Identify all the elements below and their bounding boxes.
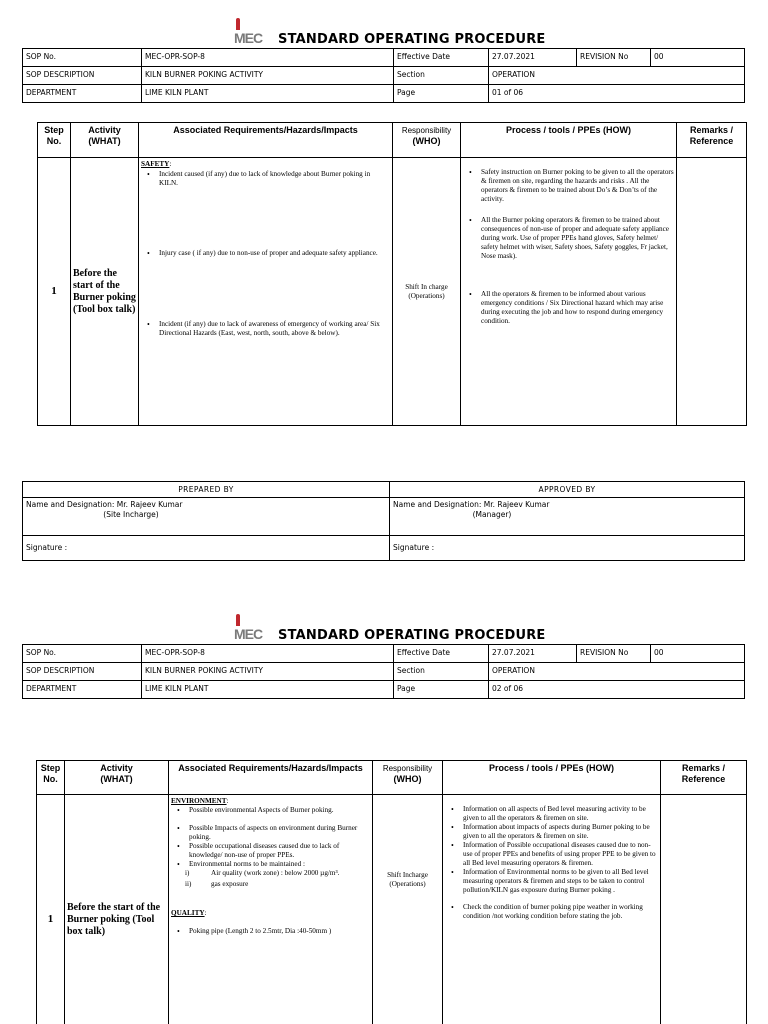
sop-no-value: MEC-OPR-SOP-8 [142,645,394,663]
section-value: OPERATION [489,67,745,85]
process-item: • Safety instruction on Burner poking to be given to all the operators & firemen on site, regarding the hazards and risks . All the operators & firemen to be trained about Do’s & Don’ts of the activity. [463,168,674,204]
doc-header [0,18,768,48]
company-logo [234,18,274,48]
norm-number: ii) [185,880,192,888]
step-number: 1 [37,795,65,1024]
section-heading-safety: SAFETY [141,160,170,168]
prepared-by-name [23,498,390,536]
page-value: 01 of 06 [489,85,745,103]
approved-by-heading: APPROVED BY [390,482,745,498]
sop-description-label: SOP DESCRIPTION [23,663,142,681]
env-item: • Possible Impacts of aspects on environment during Burner poking. [171,824,370,842]
revision-value: 00 [651,49,745,67]
col-activity [65,761,169,795]
prepared-name-text: Name and Designation: Mr. Rajeev Kumar [26,500,183,509]
col-activity-sub: (WHAT) [88,136,121,146]
step-number: 1 [38,158,71,426]
env-item: • Possible environmental Aspects of Burner poking. [171,806,370,815]
flame-icon [236,614,240,626]
hazard-item: • Incident (if any) due to lack of awareness of emergency of working area/ Six Directional Hazards (East, west, north, south, above & below). [141,320,390,338]
table-row [38,158,747,426]
process-item: • All the Burner poking operators & firemen to be trained about consequences of non-use of proper and adequate safety appliance during work. Use of proper PPEs hand gloves, Safety helmet/ safety helmet with wiser, Safety shoes, Safety goggles, Fr jacket, Nose mask). [463,216,674,261]
department-value: LIME KILN PLANT [142,681,394,699]
approved-name-text: Name and Designation: Mr. Rajeev Kumar [393,500,550,509]
responsibility-text: Shift Incharge (Operations) [373,795,443,1024]
sop-steps-table [37,122,747,426]
col-requirements: Associated Requirements/Hazards/Impacts [169,761,373,795]
sop-steps-table [36,760,747,1024]
flame-icon [236,18,240,30]
hazard-item: • Incident caused (if any) due to lack of knowledge about Burner poking in KILN. [141,170,390,188]
table-row [37,795,747,1024]
col-step: Step No. [37,761,65,795]
remarks-cell [661,795,747,1024]
department-label: DEPARTMENT [23,85,142,103]
signoff-table [22,481,745,561]
revision-label: REVISION No [577,645,651,663]
prepared-signature: Signature : [23,536,390,561]
col-requirements: Associated Requirements/Hazards/Impacts [139,123,393,158]
norm-text: gas exposure [211,880,249,888]
process-item: • Check the condition of burner poking pipe weather in working condition /not working condition before stating the job. [445,903,658,921]
section-label: Section [394,663,489,681]
sop-no-value: MEC-OPR-SOP-8 [142,49,394,67]
revision-value: 00 [651,645,745,663]
process-cell [443,795,661,1024]
logo-text: MEC [234,626,263,642]
sop-description-value: KILN BURNER POKING ACTIVITY [142,663,394,681]
norm-text: Air quality (work zone) : below 2000 µg/m³. [211,869,340,877]
sop-meta-table [22,48,745,103]
company-logo [234,614,274,644]
responsibility-text: Shift In charge (Operations) [393,158,461,426]
col-activity-title: Activity [88,125,121,135]
approved-designation: (Manager) [472,510,512,519]
effective-date-label: Effective Date [394,645,489,663]
doc-title: STANDARD OPERATING PROCEDURE [278,628,546,643]
col-process: Process / tools / PPEs (HOW) [443,761,661,795]
requirements-cell: SAFETY: • Incident caused (if any) due to lack of knowledge about Burner poking in KILN. • Injury case ( if any) due to non-use of proper and adequate safety appliance. • Incident (if any) due to lack of awareness of emergency of working area/ Six Directional Hazards (East, west, north, south, above & below). [139,158,393,426]
section-label: Section [394,67,489,85]
prepared-by-heading: PREPARED BY [23,482,390,498]
doc-title: STANDARD OPERATING PROCEDURE [278,32,546,47]
col-activity [71,123,139,158]
col-remarks: Remarks / Reference [661,761,747,795]
page-value: 02 of 06 [489,681,745,699]
norm-item [171,880,370,889]
sop-no-label: SOP No. [23,645,142,663]
department-label: DEPARTMENT [23,681,142,699]
col-remarks: Remarks / Reference [677,123,747,158]
process-item: • Information of Possible occupational diseases caused due to non-use of proper PPEs and benefits of using proper PPE to be given to all Bed level measuring operators & firemen. [445,841,658,868]
sop-meta-table [22,644,745,699]
doc-header [0,614,768,644]
norm-item [171,869,370,878]
col-step: Step No. [38,123,71,158]
col-responsibility-sub: (WHO) [393,774,422,784]
process-item: • Information on all aspects of Bed level measuring activity to be given to all the operators & firemen on site. [445,805,658,823]
remarks-cell [677,158,747,426]
activity-text: Before the start of the Burner poking (Tool box talk) [71,158,139,426]
norm-number: i) [185,869,190,877]
col-responsibility [373,761,443,795]
col-responsibility-title: Responsibility [401,126,452,135]
process-item: • Information of Environmental norms to be given to all Bed level measuring operators & firemen and steps to be taken to control pollution/KILN gas exposure during Burner poking . [445,868,658,895]
process-item: • Information about impacts of aspects during Burner poking to be given to all the operators & firemen on site. [445,823,658,841]
department-value: LIME KILN PLANT [142,85,394,103]
env-item: • Environmental norms to be maintained : [171,860,370,869]
approved-signature: Signature : [390,536,745,561]
col-activity-title: Activity [100,763,133,773]
revision-label: REVISION No [577,49,651,67]
sop-description-value: KILN BURNER POKING ACTIVITY [142,67,394,85]
section-heading-environment: ENVIRONMENT [171,797,227,805]
page-label: Page [394,85,489,103]
col-activity-sub: (WHAT) [100,774,133,784]
col-responsibility [393,123,461,158]
section-value: OPERATION [489,663,745,681]
sop-no-label: SOP No. [23,49,142,67]
col-responsibility-title: Responsibility [382,764,433,773]
sop-description-label: SOP DESCRIPTION [23,67,142,85]
section-heading-quality: QUALITY [171,909,205,917]
prepared-designation: (Site Incharge) [103,510,159,519]
hazard-item: • Injury case ( if any) due to non-use of proper and adequate safety appliance. [141,249,390,258]
col-responsibility-sub: (WHO) [412,136,441,146]
quality-item: • Poking pipe (Length 2 to 2.5mtr, Dia :40-50mm ) [171,927,370,936]
effective-date-value: 27.07.2021 [489,49,577,67]
page-label: Page [394,681,489,699]
effective-date-value: 27.07.2021 [489,645,577,663]
logo-text: MEC [234,30,263,46]
process-item: • All the operators & firemen to be informed about various emergency conditions / Six Directional hazard which may arise during executing the job and how to respond during emergency condition. [463,290,674,326]
env-item: • Possible occupational diseases caused due to lack of knowledge/ non-use of proper PPEs. [171,842,370,860]
approved-by-name [390,498,745,536]
activity-text: Before the start of the Burner poking (Tool box talk) [65,795,169,1024]
requirements-cell: ENVIRONMENT: • Possible environmental Aspects of Burner poking. • Possible Impacts of aspects on environment during Burner poking. • Possible occupational diseases caused due to lack of knowledge/ non-use of proper PPEs. • Environmental norms to be maintained : i) Air quality (work zone) : below 2000 µg/m³. ii) gas exposure QUALITY: • Poking pipe (Length 2 to 2.5mtr, Dia :40-50mm ) [169,795,373,1024]
effective-date-label: Effective Date [394,49,489,67]
process-cell [461,158,677,426]
col-process: Process / tools / PPEs (HOW) [461,123,677,158]
